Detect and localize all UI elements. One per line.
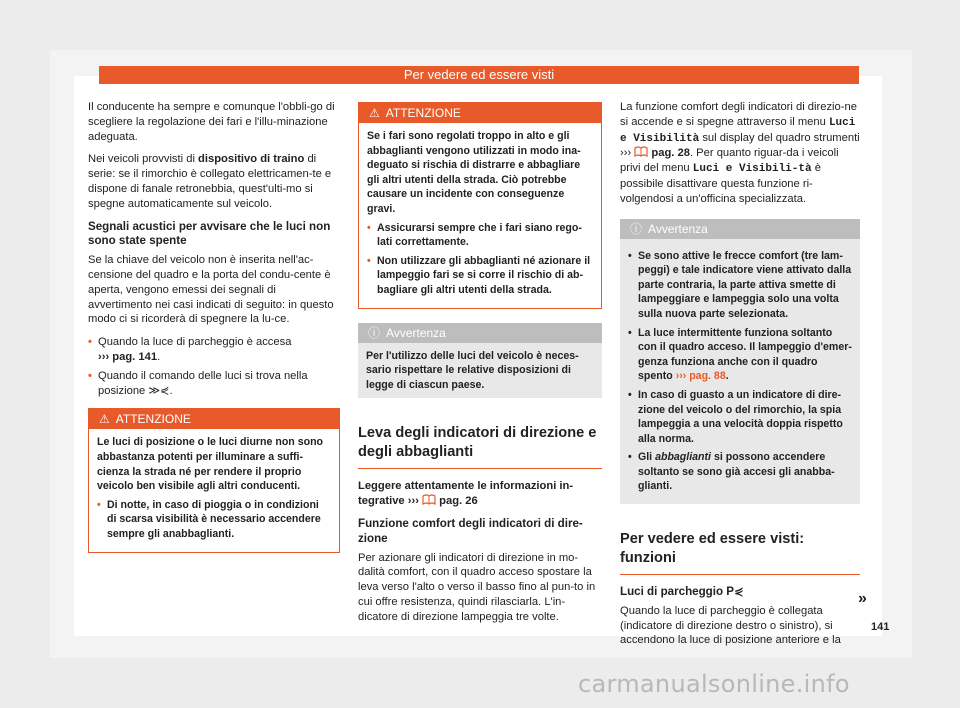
read-note: Leggere attentamente le informazioni in-tegrative ››› pag. 26	[358, 480, 574, 508]
page-ref-link[interactable]: ››› pag. 88	[675, 370, 726, 383]
column-right	[620, 100, 860, 656]
note-box	[620, 219, 860, 505]
warning-triangle-icon: ⚠	[99, 412, 110, 427]
paragraph: Per azionare gli indicatori di direzione in mo-dalità comfort, con il quadro acceso spostare la leva verso l'alto o verso il basso fino al pun-to in cui offre resistenza, quindi rilasciarla. L'in-dicatore di direzione lampeggia tre volte.	[358, 551, 596, 623]
note-box	[358, 323, 602, 399]
bullet-icon: •	[628, 451, 632, 464]
watermark: carmanualsonline.info	[578, 670, 850, 698]
list-item: • Se sono attive le frecce comfort (tre lam-peggi) e tale indicatore viene attivato dalla parte contraria, la parte attiva smette di lampeggiare e lampeggia solo una volta sulla nuova parte selezionata.	[628, 249, 852, 320]
column-middle	[358, 102, 602, 632]
paragraph: Nei veicoli provvisti di dispositivo di traino di serie: se il rimorchio è collegato elettricamen-te e dispone di fanale retronebbia, quest'ulti-mo si spegne automaticamente sul veicolo.	[88, 153, 332, 210]
list-item: • Di notte, in caso di pioggia o in condizioni di scarsa visibilità è necessario accendere sempre gli anabbaglianti.	[97, 498, 321, 540]
list-item: • In caso di guasto a un indicatore di dire-zione del veicolo o del rimorchio, la spia lampeggia a una velocità doppia rispetto alla norma.	[628, 388, 843, 445]
info-icon: ⓘ	[630, 221, 643, 236]
note-text: Per l'utilizzo delle luci del veicolo è neces-sario rispettare le relative disposizioni di legge di ciascun paese.	[366, 349, 579, 391]
bullet-icon: •	[628, 326, 632, 339]
bullet-icon: •	[88, 369, 92, 382]
page-ref-link[interactable]: ››› pag. 141	[98, 350, 158, 363]
warning-triangle-icon: ⚠	[369, 106, 380, 120]
list-item: • Quando la luce di parcheggio è accesa ››› pag. 141.	[88, 336, 292, 363]
section-title: Leva degli indicatori di direzione e degli abbaglianti	[358, 424, 602, 469]
note-header: ⓘ Avvertenza	[620, 219, 860, 239]
paragraph: Quando la luce di parcheggio è collegata (indicatore di direzione destro o sinistro), si accendono la luce di posizione anteriore e la	[620, 604, 841, 647]
menu-name: Luci e Visibili-tà	[692, 163, 812, 176]
list-item: • Non utilizzare gli abbaglianti né azionare il lampeggio fari se si corre il rischio di ab-bagliare gli altri utenti della strada.	[367, 254, 591, 296]
warning-box	[88, 408, 340, 552]
warning-box	[358, 102, 602, 309]
bullet-icon: •	[88, 336, 92, 349]
column-left	[88, 100, 340, 563]
page-header: Per vedere ed essere visti	[99, 66, 859, 84]
bullet-icon: •	[628, 388, 632, 401]
note-header: ⓘ Avvertenza	[358, 323, 602, 343]
page-number: 141	[871, 621, 890, 633]
warning-text: Se i fari sono regolati troppo in alto e gli abbaglianti vengono utilizzati in modo ina-deguato si rischia di distrarre e abbagliare gli altri utenti della strada. Ciò potrebbe causare un incidente con conseguenze gravi.	[367, 130, 581, 215]
warning-header: ⚠ ATTENZIONE	[359, 103, 601, 123]
warning-text: Le luci di posizione o le luci diurne non sono abbastanza potenti per illuminare a suffi-cienza la strada né per rendere il proprio veicolo ben visibile agli altri conducenti.	[97, 436, 324, 493]
menu-name: Luci e Visibilità	[620, 116, 856, 145]
bullet-icon: •	[628, 249, 632, 262]
bold-term: dispositivo di traino	[198, 153, 305, 166]
paragraph: La funzione comfort degli indicatori di direzio-ne si accende e si spegne attraverso il menu Luci e Visibilità sul display del quadro strumenti ››› pag. 28. Per quanto riguar-da i veicoli privi del menu Luci e Visibili-tà è possibile disattivare questa funzione ri-volgendosi a un'officina specializzata.	[620, 101, 860, 205]
subheading: Segnali acustici per avvisare che le luci non sono state spente	[88, 219, 331, 248]
continue-arrow-icon: »	[858, 590, 867, 607]
bullet-icon: •	[97, 498, 101, 511]
page-ref-link[interactable]: pag. 26	[439, 495, 478, 508]
list-item: • Gli abbaglianti si possono accendere soltanto se sono già accesi gli anabba-glianti.	[628, 451, 835, 493]
book-icon	[422, 495, 436, 507]
list-item: • Assicurarsi sempre che i fari siano rego-lati correttamente.	[367, 221, 582, 249]
list-item: • Quando il comando delle luci si trova nella posizione ≫⋞.	[88, 369, 308, 397]
paragraph: Il conducente ha sempre e comunque l'obbli-go di scegliere la regolazione dei fari e l'illu-minazione adeguata.	[88, 101, 335, 143]
info-icon: ⓘ	[368, 325, 381, 340]
section-title: Per vedere ed essere visti: funzioni	[620, 530, 860, 575]
subheading: Funzione comfort degli indicatori di dire-zione	[358, 516, 583, 545]
page-ref-link[interactable]: pag. 28	[651, 147, 690, 160]
paragraph: Se la chiave del veicolo non è inserita nell'ac-censione del quadro e la porta del condu-cente è aperta, vengono emessi dei segnali di avvertimento nei casi indicati di seguito: in questo modo ci si ricorderà di spegnere la lu-ce.	[88, 254, 334, 326]
book-icon	[634, 147, 648, 159]
warning-header: ⚠ ATTENZIONE	[89, 409, 339, 429]
list-item: • La luce intermittente funziona soltanto con il quadro acceso. Il lampeggio d'emer-genza funziona anche con il quadro spento ››› pag. 88.	[628, 326, 852, 383]
bullet-icon: •	[367, 221, 371, 234]
subheading: Luci di parcheggio P⋞	[620, 585, 744, 599]
bullet-icon: •	[367, 254, 371, 267]
